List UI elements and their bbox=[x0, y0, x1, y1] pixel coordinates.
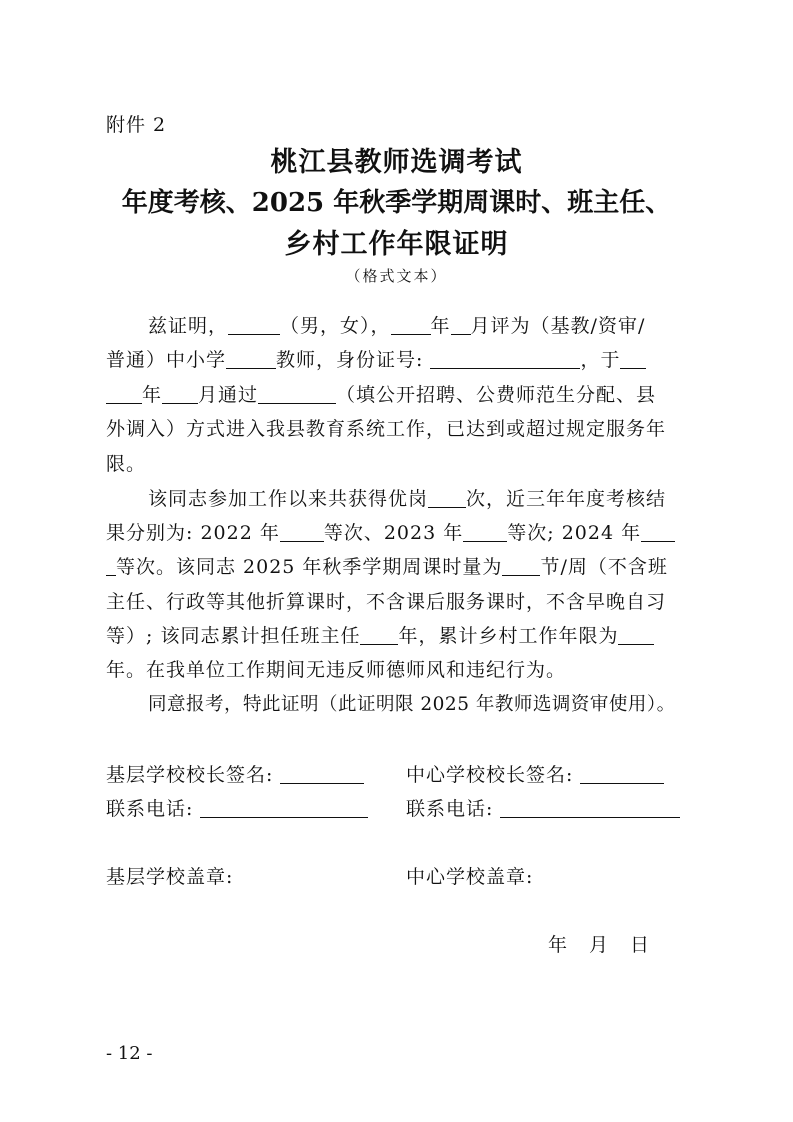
p2-line-1 bbox=[148, 484, 666, 511]
base-principal-signature bbox=[106, 760, 364, 787]
blank-entry-method[interactable] bbox=[258, 383, 336, 404]
title-line-2: 年度考核、2025 年秋季学期周课时、班主任、 bbox=[121, 188, 672, 218]
blank-rural-years[interactable] bbox=[618, 624, 654, 645]
text: 果分别为: 2022 年 bbox=[106, 522, 280, 544]
text: 基层学校校长签名: bbox=[106, 764, 274, 786]
p2-line-3 bbox=[106, 552, 668, 579]
base-phone-field[interactable] bbox=[200, 797, 368, 818]
blank-grade-2022[interactable] bbox=[280, 521, 324, 542]
title-line-3: 乡村工作年限证明 bbox=[284, 229, 509, 260]
blank-entry-month[interactable] bbox=[162, 383, 198, 404]
text: 联系电话: bbox=[406, 798, 494, 820]
title-line-1: 桃江县教师选调考试 bbox=[270, 147, 523, 178]
p1-line-5: 限。 bbox=[106, 453, 147, 475]
p2-line-2 bbox=[106, 518, 675, 545]
text: 兹证明， bbox=[148, 315, 229, 337]
p1-line-2 bbox=[106, 345, 646, 372]
blank-subject[interactable] bbox=[226, 348, 276, 369]
p1-line-4: 外调入）方式进入我县教育系统工作，已达到或超过规定服务年 bbox=[106, 418, 667, 440]
p1-line-3 bbox=[106, 380, 656, 407]
center-phone bbox=[406, 794, 680, 821]
text: （男，女）， bbox=[280, 315, 391, 337]
date-day: 日 bbox=[630, 934, 650, 956]
date-year: 年 bbox=[548, 934, 568, 956]
base-principal-signature-field[interactable] bbox=[280, 763, 364, 784]
base-phone bbox=[106, 794, 368, 821]
p2-line-5 bbox=[106, 621, 654, 648]
text: 普通）中小学 bbox=[106, 349, 227, 371]
text: 月评为（基教/资审/ bbox=[470, 315, 646, 337]
p2-line-4: 主任、行政等其他折算课时，不含课后服务课时，不含早晚自习 bbox=[106, 591, 667, 613]
center-principal-signature bbox=[406, 760, 664, 787]
text: 月通过 bbox=[198, 384, 259, 406]
text: 节/周（不含班 bbox=[540, 556, 668, 578]
blank-entry-year-a[interactable] bbox=[620, 348, 646, 369]
text: 中心学校校长签名: bbox=[406, 764, 574, 786]
blank-weekly-hours[interactable] bbox=[502, 555, 540, 576]
center-principal-signature-field[interactable] bbox=[580, 763, 664, 784]
blank-year[interactable] bbox=[391, 314, 431, 335]
page-number: - 12 - bbox=[106, 1043, 153, 1064]
blank-grade-2023[interactable] bbox=[463, 521, 507, 542]
center-seal-label: 中心学校盖章: bbox=[406, 866, 534, 888]
text: ，于 bbox=[580, 349, 621, 371]
subtitle: （格式文本） bbox=[345, 267, 448, 285]
date-month: 月 bbox=[589, 934, 609, 956]
text: （填公开招聘、公费师范生分配、县 bbox=[336, 384, 657, 406]
text: 等次; 2024 年 bbox=[507, 522, 642, 544]
blank-grade-2024-b[interactable] bbox=[106, 555, 116, 576]
blank-award-count[interactable] bbox=[428, 487, 466, 508]
p1-line-1 bbox=[148, 311, 645, 338]
text: 等次、2023 年 bbox=[323, 522, 464, 544]
blank-headteacher-years[interactable] bbox=[360, 624, 398, 645]
text: 年 bbox=[430, 315, 451, 337]
text: 联系电话: bbox=[106, 798, 194, 820]
text: 教师，身份证号: bbox=[276, 349, 424, 371]
text: 年，累计乡村工作年限为 bbox=[398, 625, 619, 647]
blank-month[interactable] bbox=[451, 314, 471, 335]
blank-grade-2024-a[interactable] bbox=[641, 521, 675, 542]
p2-line-6: 年。在我单位工作期间无违反师德师风和违纪行为。 bbox=[106, 659, 567, 681]
text: 年 bbox=[142, 384, 163, 406]
blank-entry-year-b[interactable] bbox=[106, 383, 142, 404]
attachment-label: 附件 2 bbox=[106, 114, 167, 136]
date-line bbox=[548, 930, 671, 957]
text: 次，近三年年度考核结 bbox=[466, 488, 667, 510]
p3-line: 同意报考，特此证明（此证明限 2025 年教师选调资审使用）。 bbox=[148, 694, 676, 715]
text: 等）; 该同志累计担任班主任 bbox=[106, 625, 361, 647]
text: 等次。该同志 2025 年秋季学期周课时量为 bbox=[116, 556, 503, 578]
blank-name[interactable] bbox=[228, 314, 280, 335]
blank-id-number[interactable] bbox=[430, 348, 580, 369]
text: 该同志参加工作以来共获得优岗 bbox=[148, 488, 429, 510]
base-seal-label: 基层学校盖章: bbox=[106, 866, 234, 888]
center-phone-field[interactable] bbox=[500, 797, 680, 818]
